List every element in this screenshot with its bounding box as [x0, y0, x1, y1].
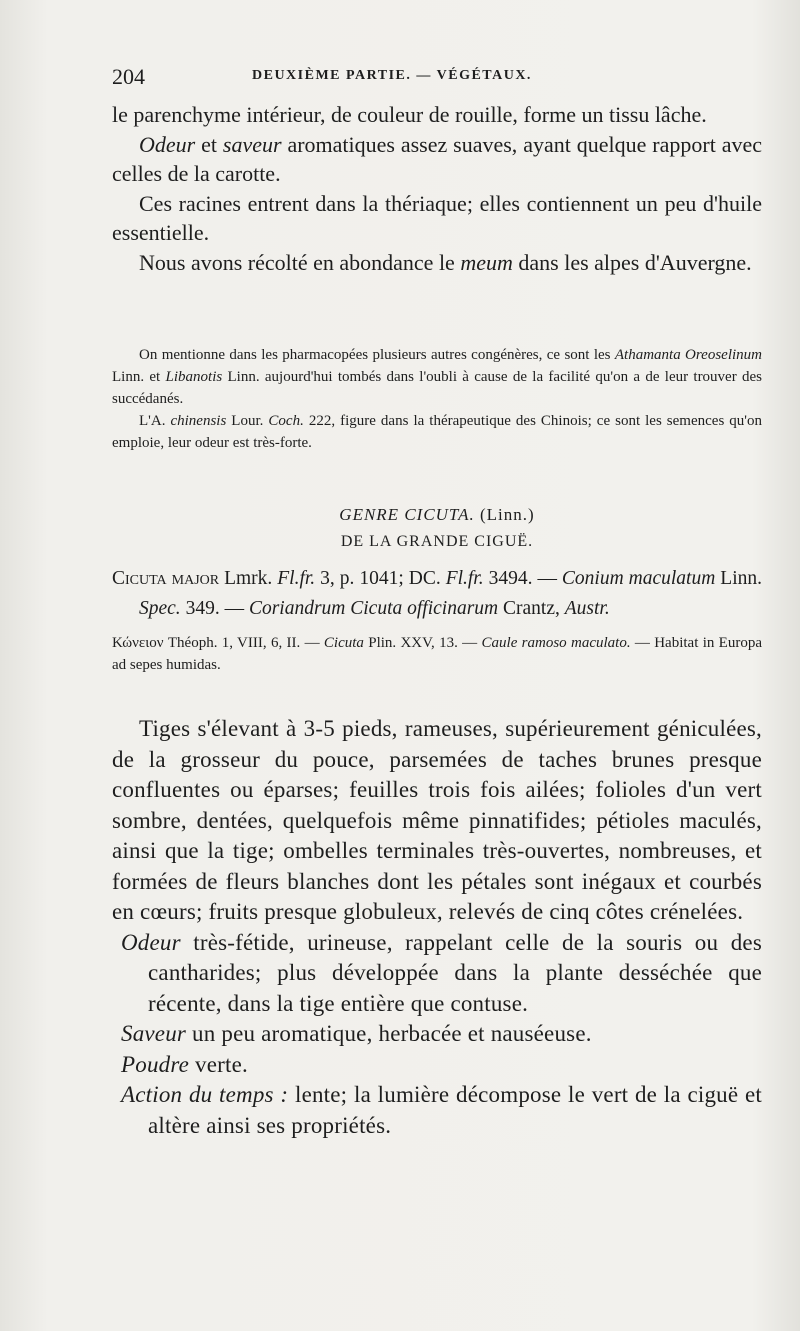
reference: Coch. [268, 413, 304, 429]
text-span: un peu aromatique, herbacée et nauséeuse. [186, 1021, 592, 1046]
text-span: Tiges s'élevant à 3-5 pieds, rameuses, supérieurement géniculées, de la grosseur du pouce, parsemées de taches brunes presque confluentes ou éparses; feuilles trois fois ailées; folioles d'un vert sombre, dentées, quelquefois même pinnatifides; pétioles maculés, ainsi que la tige; ombelles terminales très-ouvertes, nombreuses, et formées de fleurs blanches dont les pétales sont inégaux et courbés en cœurs; fruits presque globuleux, relevés de cinq côtes crénelées. [112, 716, 762, 924]
meum-term: meum [460, 249, 513, 275]
species-name: Libanotis [165, 369, 223, 385]
genre-title [112, 502, 762, 528]
text-span: Ces racines entrent dans la thériaque; elles contiennent un peu d'huile essentielle. [112, 190, 762, 245]
odeur-term: Odeur [121, 929, 181, 955]
species-name: Coriandrum Cicuta officinarum [248, 598, 499, 619]
reference: Fl.fr. [445, 568, 484, 589]
text-span: Linn. aujourd'hui tombés dans l'oubli à cause de la facilité qu'on a de leur trouver des succédanés. [112, 369, 763, 407]
page-number: 204 [112, 64, 145, 89]
note-2 [112, 410, 762, 454]
note-1 [112, 344, 762, 410]
genre-name: GENRE CICUTA. [339, 505, 475, 524]
classical-references [112, 632, 762, 676]
intro-paragraph-4 [112, 248, 762, 278]
text-span: Linn. [715, 568, 762, 589]
synonymy-section [112, 564, 762, 676]
odeur-term: Odeur [139, 131, 196, 157]
text-span: 3, p. 1041; DC. [315, 568, 446, 589]
intro-paragraph-3 [112, 189, 762, 248]
intro-paragraph-2 [112, 130, 762, 189]
species-name: chinensis [170, 413, 227, 429]
species-name: Conium maculatum [561, 568, 716, 589]
text-span: — Habitat in Europa ad sepes humidas. [112, 635, 762, 673]
species-name: Cicuta [323, 635, 364, 651]
reference: Spec. [139, 598, 181, 619]
genre-heading [112, 502, 762, 556]
description-section [112, 714, 762, 1141]
latin-phrase: Caule ramoso maculato. [481, 635, 631, 651]
species-name: Athamanta Oreoselinum [614, 347, 762, 363]
reference: Fl.fr. [277, 568, 316, 589]
text-span: Lmrk. [219, 568, 278, 589]
text-span: Plin. XXV, 13. — [363, 635, 482, 651]
genre-subtitle: DE LA GRANDE CIGUË. [340, 533, 534, 550]
text-span: verte. [189, 1051, 248, 1077]
text-span: On mentionne dans les pharmacopées plusieurs autres congénères, ce sont les [139, 347, 615, 363]
text-span: et [195, 131, 223, 157]
text-span: Lour. [226, 413, 269, 429]
text-span: 222, figure dans la thérapeutique des Chinois; ce sont les semences qu'on emploie, leur odeur est très-forte. [112, 413, 762, 451]
text-span: 3494. — [483, 568, 562, 589]
saveur-term: saveur [222, 131, 282, 157]
text-span: L'A. [139, 413, 171, 429]
text-span: Crantz, [498, 598, 565, 619]
reference: Austr. [564, 598, 610, 619]
text-span: aromatiques assez suaves, ayant quelque rapport avec celles de la carotte. [112, 131, 762, 186]
text-span: Nous avons récolté en abondance le [139, 249, 461, 275]
action-term: Action du temps : [121, 1082, 289, 1107]
text-span: dans les alpes d'Auvergne. [512, 249, 752, 275]
text-span: Linn. et [112, 369, 166, 385]
intro-paragraph-1: le parenchyme intérieur, de couleur de rouille, forme un tissu lâche. [112, 102, 707, 127]
species-name: Cicuta major [112, 568, 220, 589]
text-span: 349. — [180, 598, 249, 619]
description-paragraph-3 [112, 1019, 762, 1050]
text-span: Κώνειον Théoph. 1, VIII, 6, II. — [112, 635, 324, 651]
synonymy-paragraph [112, 564, 762, 624]
poudre-term: Poudre [121, 1051, 190, 1077]
intro-section [112, 100, 762, 277]
genre-author: (Linn.) [474, 505, 535, 524]
saveur-term: Saveur [121, 1021, 187, 1046]
description-paragraph-2 [112, 928, 762, 1020]
text-span: lente; la lumière décompose le vert de la ciguë et altère ainsi ses propriétés. [148, 1082, 762, 1138]
running-head: DEUXIÈME PARTIE. — VÉGÉTAUX. [252, 68, 532, 83]
text-span: très-fétide, urineuse, rappelant celle de la souris ou des cantharides; plus développée dans la plante desséchée que récente, dans la tige entière que contuse. [148, 929, 762, 1016]
description-paragraph-5 [112, 1080, 762, 1141]
description-paragraph-1 [112, 714, 762, 928]
description-paragraph-4 [112, 1050, 762, 1081]
notes-section [112, 344, 762, 454]
page-header [112, 64, 762, 88]
